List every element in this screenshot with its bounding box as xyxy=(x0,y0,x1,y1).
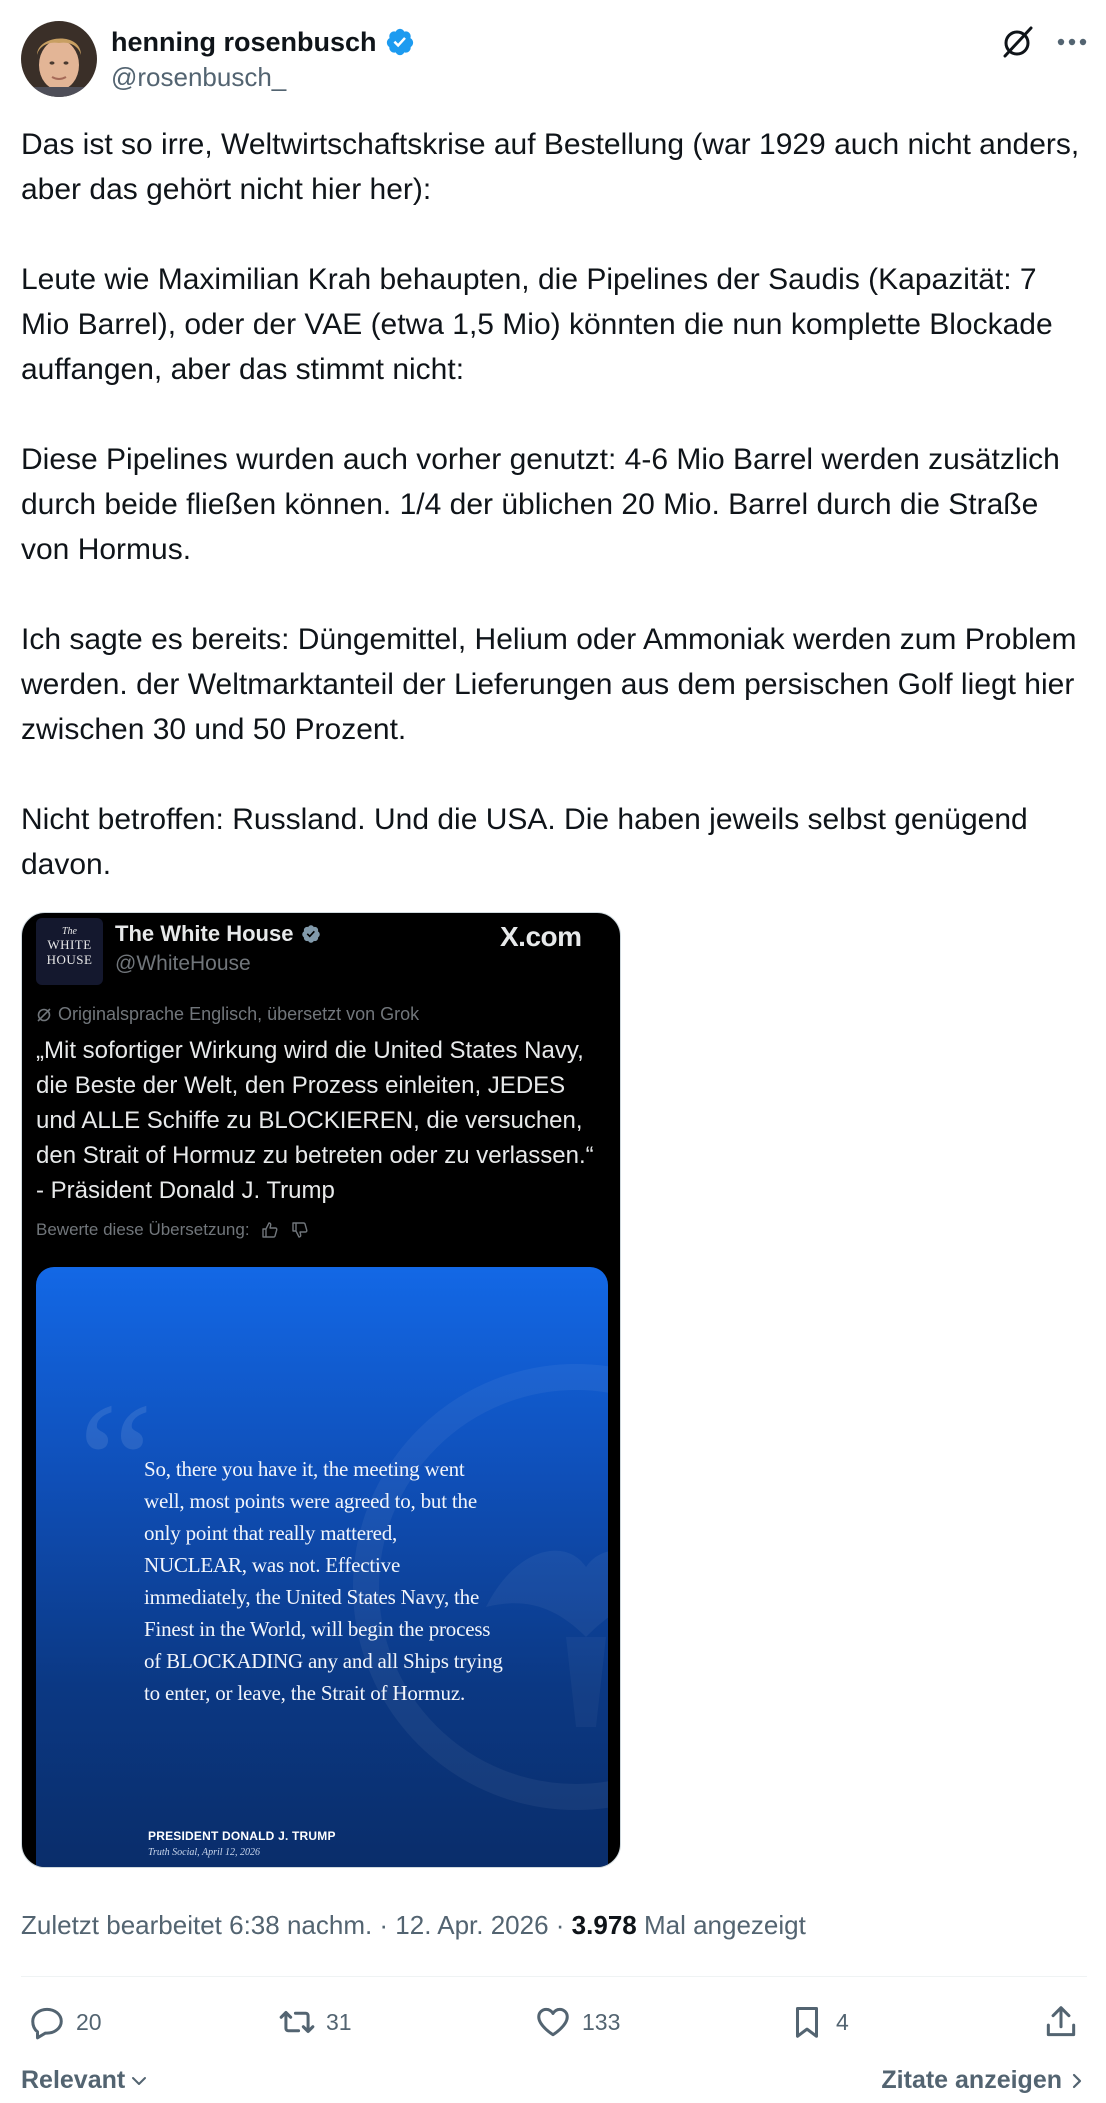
chevron-down-icon xyxy=(129,2071,149,2091)
heart-icon xyxy=(534,2003,572,2041)
thumbs-down-icon xyxy=(290,1220,310,1240)
repost-button[interactable] xyxy=(278,2002,352,2042)
tweet-paragraph: Leute wie Maximilian Krah behaupten, die Pipelines der Saudis (Kapazität: 7 Mio Barrel), oder der VAE (etwa 1,5 Mio) könnten die nun komplette Blockade auffangen, aber das stimmt nicht: xyxy=(21,263,1053,386)
embedded-author-row xyxy=(115,921,321,947)
quote-poster xyxy=(36,1267,608,1868)
tweet-media-image[interactable] xyxy=(21,912,621,1868)
embedded-author-handle: @WhiteHouse xyxy=(115,952,251,975)
x-com-watermark: X.com xyxy=(500,921,582,952)
repost-count: 31 xyxy=(326,2008,352,2035)
avatar-photo xyxy=(21,21,97,97)
poster-quote-text: So, there you have it, the meeting went well, most points were agreed to, but the only point that really mattered, NUCLEAR, was not. Effective immediately, the United States Navy, the Finest in the World, will begin the process of BLOCKADING any and all Ships trying to enter, or leave, the Strait of Hormuz. xyxy=(144,1457,503,1705)
gray-verified-badge-icon xyxy=(301,924,321,944)
view-count: 3.978 xyxy=(571,1910,637,1940)
author-row xyxy=(111,22,415,62)
view-quotes-link[interactable] xyxy=(881,2066,1086,2095)
more-options-icon[interactable] xyxy=(1052,24,1092,60)
avatar[interactable] xyxy=(21,21,97,97)
like-button[interactable] xyxy=(534,2002,620,2042)
poster-author: PRESIDENT DONALD J. TRUMP xyxy=(148,1829,336,1843)
share-icon xyxy=(1042,2003,1080,2041)
poster-source: Truth Social, April 12, 2026 xyxy=(148,1847,261,1858)
white-house-logo: The WHITE HOUSE xyxy=(36,918,103,985)
tweet-meta xyxy=(21,1910,806,1941)
edited-timestamp[interactable]: Zuletzt bearbeitet 6:38 nachm. · 12. Apr. 2026 · xyxy=(21,1910,572,1940)
bookmark-button[interactable] xyxy=(788,2002,849,2042)
reply-count: 20 xyxy=(76,2008,102,2035)
view-count-label: Mal angezeigt xyxy=(636,1910,806,1940)
rate-translation: Bewerte diese Übersetzung: xyxy=(36,1220,310,1240)
embedded-author-name: The White House xyxy=(115,921,294,946)
bookmark-icon xyxy=(788,2003,826,2041)
reply-icon xyxy=(28,2003,66,2041)
like-count: 133 xyxy=(582,2008,621,2035)
tweet-paragraph: Ich sagte es bereits: Düngemittel, Helium oder Ammoniak werden zum Problem werden. der Weltmarktanteil der Lieferungen aus dem persischen Golf liegt hier zwischen 30 und 50 Prozent. xyxy=(21,623,1077,746)
verified-badge-icon[interactable] xyxy=(385,27,415,57)
share-button[interactable] xyxy=(1042,2002,1080,2042)
author-handle[interactable]: @rosenbusch_ xyxy=(111,62,287,92)
grok-icon[interactable] xyxy=(998,22,1038,62)
author-name[interactable]: henning rosenbusch xyxy=(111,26,377,57)
chevron-right-icon xyxy=(1068,2071,1086,2091)
repost-icon xyxy=(278,2003,316,2041)
tweet-text xyxy=(21,122,1091,887)
bookmark-count: 4 xyxy=(836,2008,849,2035)
translation-note: Originalsprache Englisch, übersetzt von Grok xyxy=(36,1004,419,1025)
grok-translate-icon xyxy=(36,1007,52,1023)
thumbs-up-icon xyxy=(260,1220,280,1240)
reply-button[interactable] xyxy=(28,2002,102,2042)
view-quotes-label: Zitate anzeigen xyxy=(881,2066,1062,2094)
divider xyxy=(21,1976,1087,1977)
translated-quote: „Mit sofortiger Wirkung wird die United States Navy, die Beste der Welt, den Prozess einleiten, JEDES und ALLE Schiffe zu BLOCKIEREN, die versuchen, den Strait of Hormuz zu betreten oder zu verlassen.“ - Präsident Donald J. Trump xyxy=(36,1037,594,1204)
quote-mark-icon: “ xyxy=(78,1368,154,1556)
tweet-paragraph: Das ist so irre, Weltwirtschaftskrise auf Bestellung (war 1929 auch nicht anders, aber das gehört nicht hier her): xyxy=(21,128,1080,206)
sort-label: Relevant xyxy=(21,2066,126,2094)
tweet-paragraph: Diese Pipelines wurden auch vorher genutzt: 4-6 Mio Barrel werden zusätzlich durch beide fließen können. 1/4 der üblichen 20 Mio. Barrel durch die Straße von Hormus. xyxy=(21,443,1060,566)
tweet-paragraph: Nicht betroffen: Russland. Und die USA. Die haben jeweils selbst genügend davon. xyxy=(21,803,1028,881)
sort-replies-dropdown[interactable] xyxy=(21,2066,149,2095)
